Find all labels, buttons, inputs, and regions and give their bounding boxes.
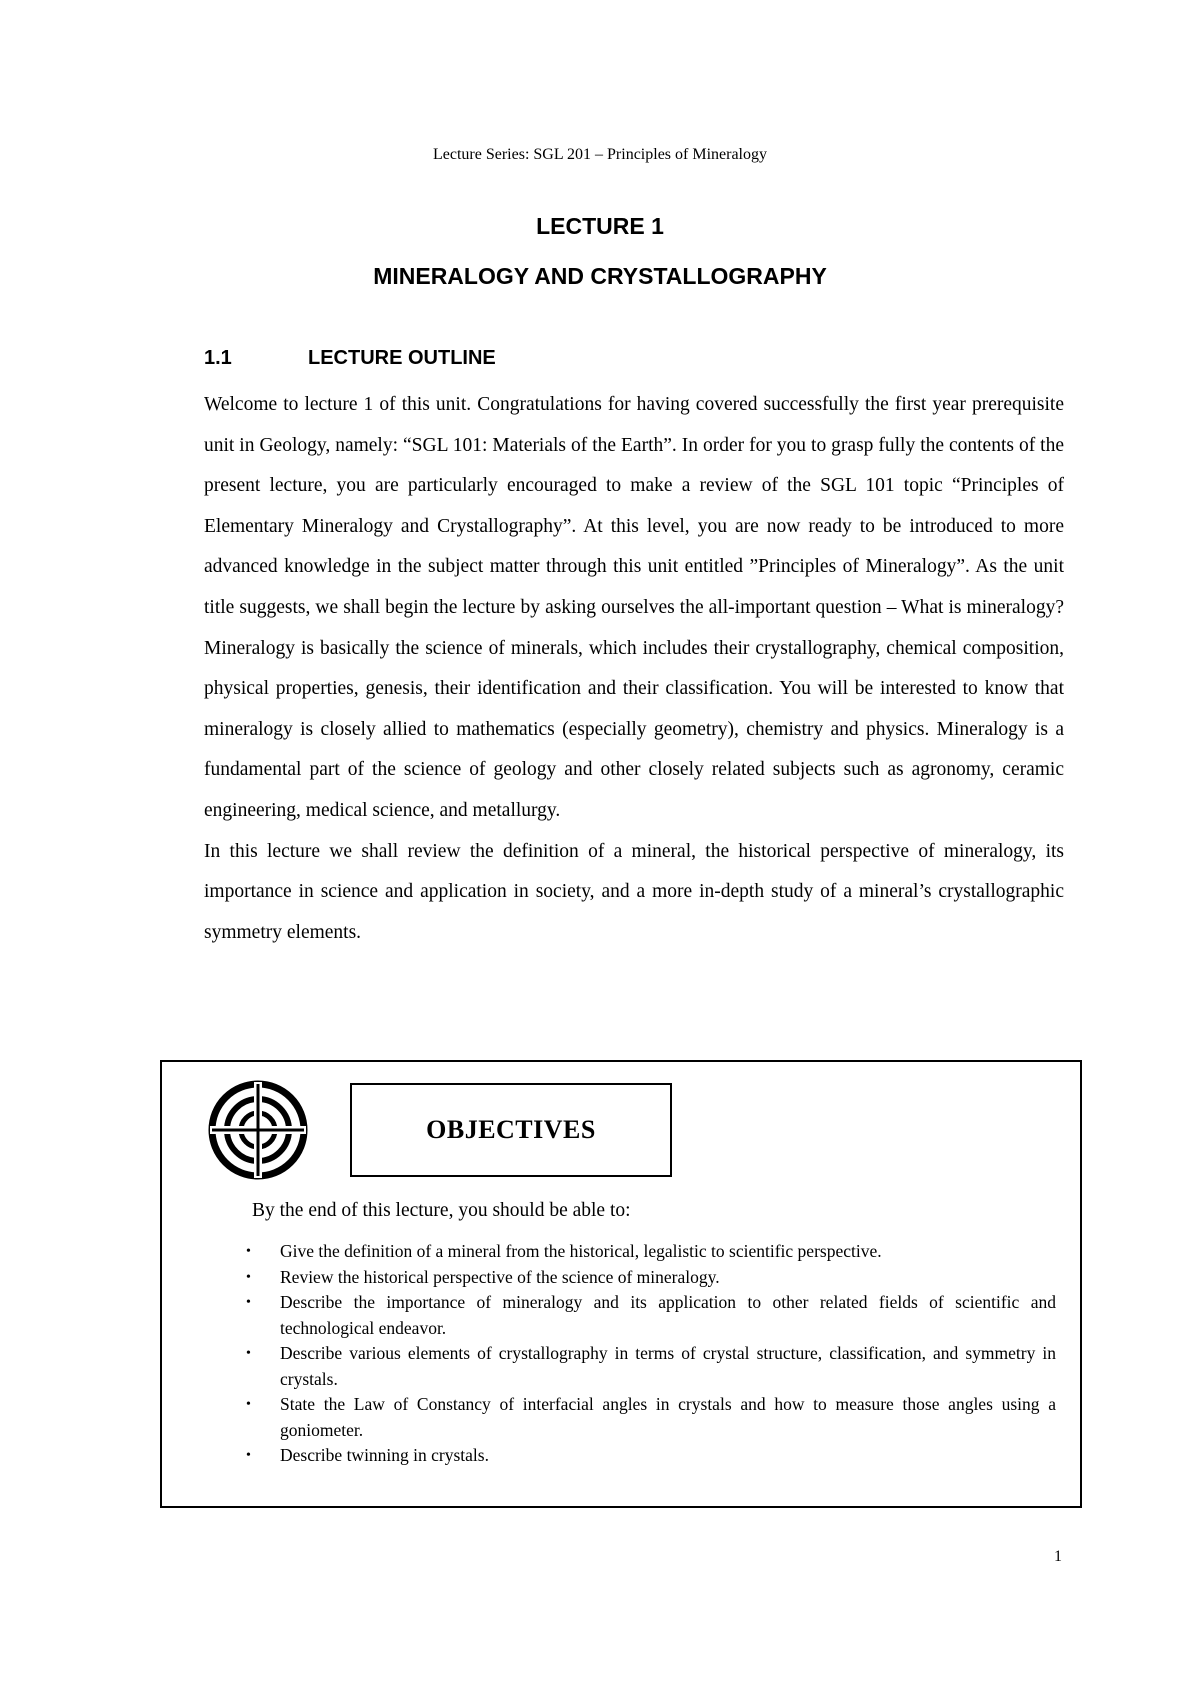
section-heading-text: LECTURE OUTLINE <box>308 347 496 369</box>
outline-paragraph-1: Welcome to lecture 1 of this unit. Congratulations for having covered successfully the first year prerequisite unit in Geology, namely: “SGL 101: Materials of the Earth”. In order for you to grasp fully the contents of the present lecture, you are particularly encouraged to make a review of the SGL 101 topic “Principles of Elementary Mineralogy and Crystallography”. At this level, you are now ready to be introduced to more advanced knowledge in the subject matter through this unit entitled ”Principles of Mineralogy”. As the unit title suggests, we shall begin the lecture by asking ourselves the all-important question – What is mineralogy? Mineralogy is basically the science of minerals, which includes their crystallography, chemical composition, physical properties, genesis, their identification and their classification. You will be interested to know that mineralogy is closely allied to mathematics (especially geometry), chemistry and physics. Mineralogy is a fundamental part of the science of geology and other closely related subjects such as agronomy, ceramic engineering, medical science, and metallurgy. <box>204 394 1064 821</box>
lecture-title: MINERALOGY AND CRYSTALLOGRAPHY <box>373 263 827 289</box>
bullet-icon: • <box>246 1244 251 1259</box>
running-header: Lecture Series: SGL 201 – Principles of Mineralogy <box>433 146 767 163</box>
target-icon <box>208 1080 308 1180</box>
objective-item: • Review the historical perspective of the science of mineralogy. <box>246 1265 1056 1291</box>
objectives-intro: By the end of this lecture, you should be able to: <box>252 1200 631 1221</box>
objective-item: • State the Law of Constancy of interfacial angles in crystals and how to measure those angles using a goniometer. <box>246 1394 1056 1440</box>
bullet-icon: • <box>246 1346 251 1361</box>
objectives-label: OBJECTIVES <box>426 1115 596 1144</box>
objective-item: • Describe various elements of crystallography in terms of crystal structure, classification, and symmetry in crystals. <box>246 1343 1056 1389</box>
page-number: 1 <box>1054 1548 1062 1565</box>
bullet-icon: • <box>246 1295 251 1310</box>
section-heading <box>204 347 496 370</box>
bullet-icon: • <box>246 1448 251 1463</box>
bullet-icon: • <box>246 1269 251 1285</box>
outline-paragraph-2: In this lecture we shall review the definition of a mineral, the historical perspective of mineralogy, its importance in science and application in society, and a more in-depth study of a mineral’s crystallographic symmetry elements. <box>204 840 1064 943</box>
lecture-number: LECTURE 1 <box>536 213 664 239</box>
objective-item: • Give the definition of a mineral from the historical, legalistic to scientific perspective. <box>246 1239 1056 1265</box>
objective-item: • Describe the importance of mineralogy and its application to other related fields of scientific and technological endeavor. <box>246 1292 1056 1338</box>
objective-item: • Describe twinning in crystals. <box>246 1443 1056 1469</box>
objectives-label-box <box>350 1083 672 1177</box>
bullet-icon: • <box>246 1397 251 1412</box>
objectives-box <box>160 1060 1082 1508</box>
body-text <box>204 385 1064 953</box>
section-number: 1.1 <box>204 347 232 369</box>
objectives-list <box>246 1239 1056 1469</box>
